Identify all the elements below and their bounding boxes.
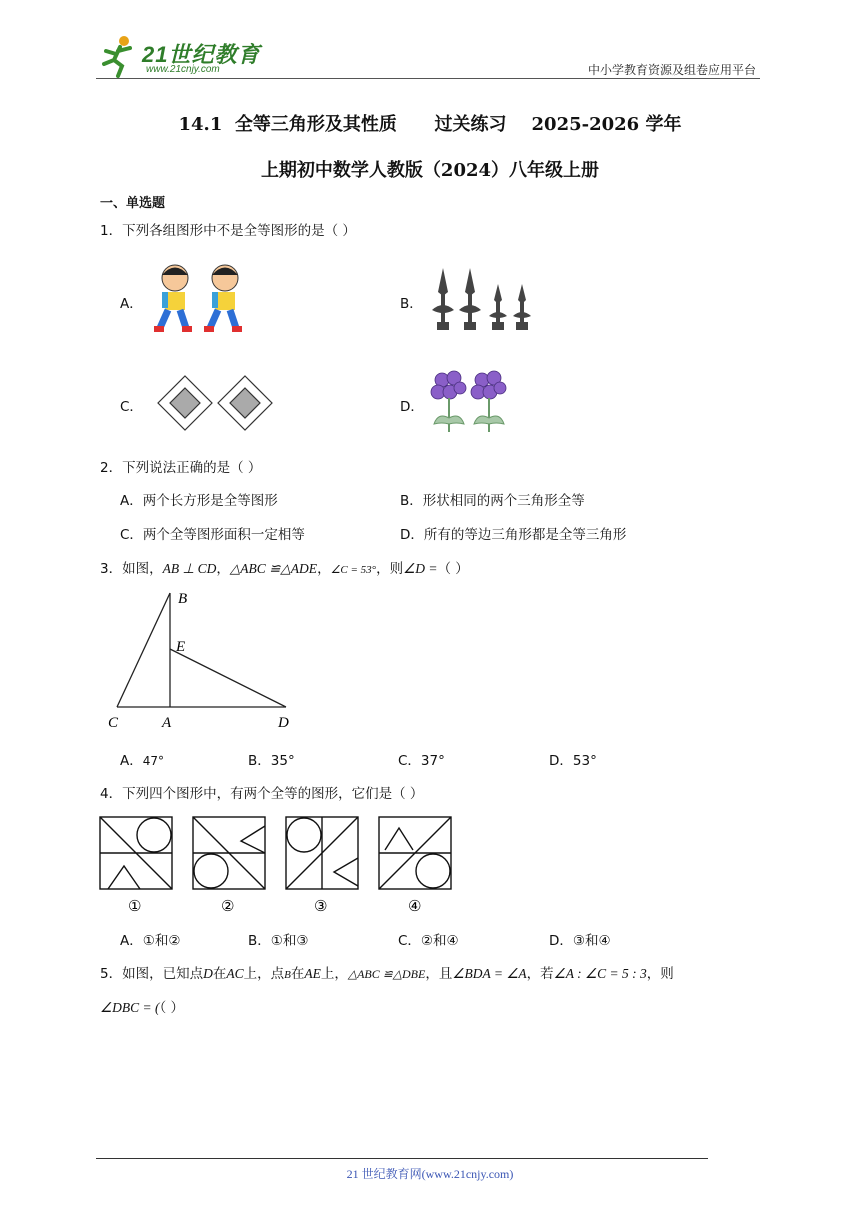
q2-stem: 2．下列说法正确的是（ ）	[100, 460, 262, 476]
q5-t3: 上，点	[243, 966, 285, 982]
page-title-line1: 14.1 全等三角形及其性质 过关练习 2025-2026 学年	[178, 114, 682, 135]
q2-option-a: A．两个长方形是全等图形	[120, 493, 278, 509]
q5-t1: 5．如图，已知点	[100, 966, 204, 982]
figure-1	[100, 817, 172, 889]
figure-4	[379, 817, 451, 889]
q5-t8: ，则	[646, 966, 674, 982]
figure-2	[193, 817, 265, 889]
q1-stem: 1．下列各组图形中不是全等图形的是（ ）	[100, 223, 356, 239]
figure-3	[286, 817, 358, 889]
q5-m5: △ABC ≌△DBE	[347, 967, 426, 981]
q4-stem: 4．下列四个图形中，有两个全等的图形，它们是（ ）	[100, 786, 424, 802]
boy-figure-right-icon	[204, 265, 242, 332]
q5-m6: ∠BDA = ∠A	[452, 966, 527, 981]
q4-option-b: B．①和③	[248, 933, 309, 949]
runner-logo-icon	[96, 34, 142, 78]
q5-t7: ，若	[526, 966, 554, 982]
q5-m4: AE	[304, 966, 321, 981]
q5-stem-line2	[100, 996, 184, 1016]
q5-t4: 在	[290, 966, 305, 982]
label-d: D	[278, 715, 289, 731]
q2-option-c: C．两个全等图形面积一定相等	[120, 527, 305, 543]
boys-figure-icon	[150, 262, 250, 338]
header-rule	[96, 78, 760, 79]
q3-option-a-value: 47°	[142, 754, 165, 768]
q3-option-b: B．35°	[248, 753, 295, 769]
footer-text: 21 世纪教育网(www.21cnjy.com)	[346, 1167, 514, 1181]
logo-text: 21世纪教育	[142, 42, 261, 67]
q3-option-a-label: A．	[120, 753, 143, 769]
label-a: A	[162, 715, 172, 731]
triangle-figure	[100, 585, 310, 735]
q5-m2: AC	[226, 966, 244, 981]
flowers-icon	[428, 368, 512, 436]
q5-t5: 上，	[320, 966, 348, 982]
q3-blank: （ ）	[437, 561, 469, 577]
fig-label-4: ④	[408, 897, 422, 915]
q5-m3: B	[284, 969, 291, 981]
q3-sep3: ，则	[376, 561, 404, 577]
nested-diamonds-icon	[156, 374, 274, 432]
fig-label-3: ③	[314, 897, 328, 915]
q1-option-d-label: D．	[400, 399, 424, 415]
q5-t9: （ ）	[159, 1000, 185, 1016]
q5-m1: D	[203, 966, 213, 981]
logo-url: www.21cnjy.com	[146, 64, 220, 75]
q2-option-d: D．所有的等边三角形都是全等三角形	[400, 527, 627, 543]
q3-math-angle-d: ∠D =	[403, 561, 438, 576]
label-c: C	[108, 715, 119, 731]
q3-option-a	[120, 749, 164, 769]
q3-math-congruent: △ABC ≌△ADE	[229, 561, 318, 576]
q3-stem-prefix: 3．如图，	[100, 561, 163, 577]
q4-option-d: D．③和④	[549, 933, 611, 949]
fig-label-2: ②	[221, 897, 235, 915]
q2-option-b: B．形状相同的两个三角形全等	[400, 493, 585, 509]
q5-t6: ，且	[425, 966, 453, 982]
platform-name: 中小学教育资源及组卷应用平台	[587, 63, 756, 77]
q3-option-c: C．37°	[398, 753, 445, 769]
q4-option-a: A．①和②	[120, 933, 181, 949]
q3-math-perp: AB ⊥ CD	[162, 561, 217, 576]
q5-m8: ∠DBC = (	[100, 1000, 160, 1015]
q3-sep1: ，	[216, 561, 230, 577]
q3-option-d: D．53°	[549, 753, 597, 769]
label-b: B	[178, 591, 188, 607]
q3-stem	[100, 557, 469, 577]
q5-m7: ∠A : ∠C = 5 : 3	[553, 966, 647, 981]
logo	[96, 34, 266, 78]
boy-figure-left-icon	[154, 265, 192, 332]
q5-t2: 在	[212, 966, 227, 982]
q1-option-a-label: A．	[120, 296, 143, 312]
footer-rule	[96, 1158, 708, 1159]
page-title-line2: 上期初中数学人教版（2024）八年级上册	[260, 160, 600, 181]
four-figures	[98, 814, 458, 919]
section-heading: 一、单选题	[100, 196, 166, 211]
q3-math-angle-c: ∠C = 53°	[330, 564, 377, 576]
q4-option-c: C．②和④	[398, 933, 459, 949]
q3-sep2: ，	[317, 561, 331, 577]
q1-option-c-label: C．	[120, 399, 143, 415]
spear-finials-icon	[428, 266, 538, 334]
fig-label-1: ①	[128, 897, 142, 915]
label-e: E	[176, 639, 186, 655]
q1-option-b-label: B．	[400, 296, 423, 312]
q5-stem-line1	[100, 962, 674, 982]
